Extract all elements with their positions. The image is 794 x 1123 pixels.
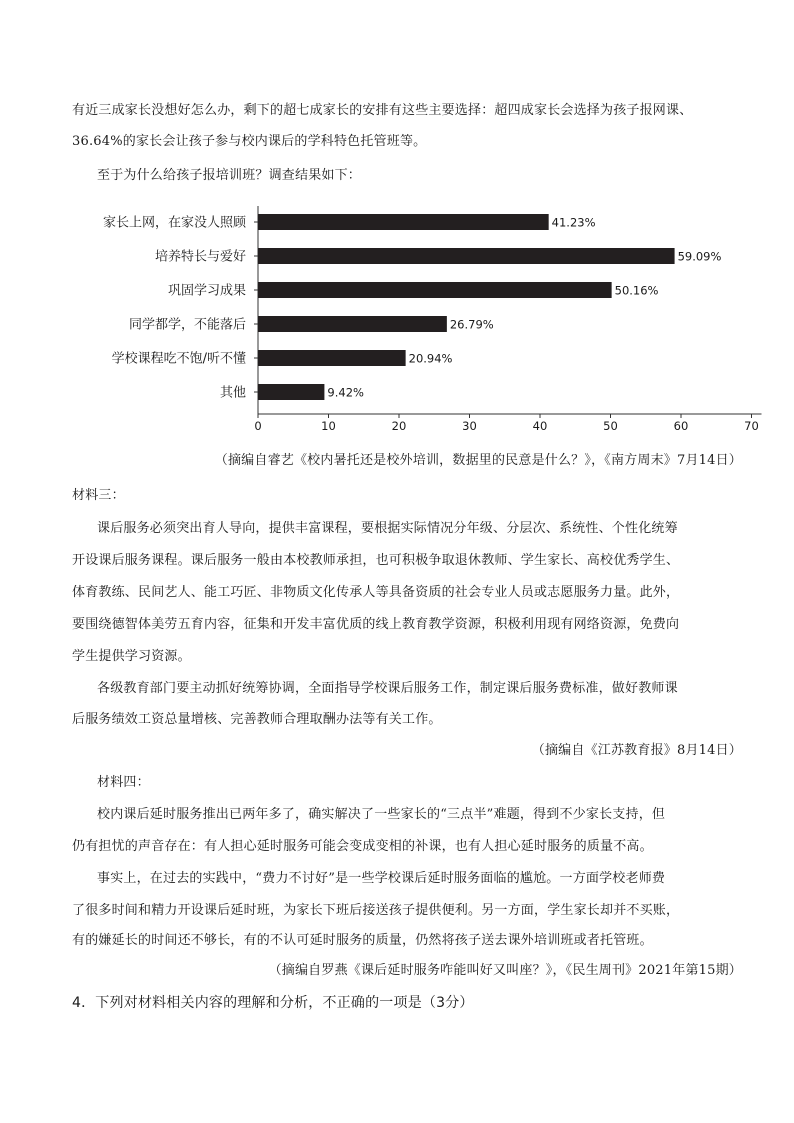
x-tick-label: 50: [603, 419, 618, 433]
data-label: 20.94%: [408, 351, 453, 366]
paragraph-line: 课后服务必须突出育人导向，提供丰富课程，要根据实际情况分年级、分层次、系统性、个性化统筹: [97, 521, 678, 536]
x-tick-label: 0: [254, 419, 262, 433]
paragraph-line: 开设课后服务课程。课后服务一般由本校教师承担，也可积极争取退休教师、学生家长、高校优秀学生、: [72, 553, 680, 568]
x-tick-label: 10: [321, 419, 336, 433]
data-label: 26.79%: [449, 317, 494, 332]
category-label: 家长上网，在家没人照顾: [102, 215, 246, 231]
category-label: 培养特长与爱好: [154, 249, 246, 265]
bar: [258, 282, 612, 298]
x-tick-label: 40: [532, 419, 548, 433]
paragraph-line: 有近三成家长没想好怎么办，剩下的超七成家长的安排有这些主要选择：超四成家长会选择为孩子报网课、: [72, 103, 693, 118]
x-tick-label: 20: [391, 419, 407, 433]
paragraph-line: 要围绕德智体美劳五育内容，征集和开发丰富优质的线上教育教学资源，积极利用现有网络资源，免费向: [72, 617, 680, 632]
paragraph-line: 后服务绩效工资总量增核、完善教师合理取酬办法等有关工作。: [72, 712, 442, 727]
paragraph-line: 各级教育部门要主动抓好统筹协调，全面指导学校课后服务工作，制定课后服务费标准，做好教师课: [97, 681, 678, 696]
source-citation: （摘编自睿艺《校内暑托还是校外培训，数据里的民意是什么？》，《南方周末》7月14日）: [214, 453, 742, 468]
x-tick-label: 70: [744, 419, 759, 433]
paragraph-line: 至于为什么给孩子报培训班？调查结果如下：: [97, 168, 362, 183]
data-label: 41.23%: [551, 215, 596, 230]
paragraph-line: 有的嫌延长的时间还不够长，有的不认可延时服务的质量，仍然将孩子送去课外培训班或者托管班。: [72, 933, 653, 948]
paragraph-line: 事实上，在过去的实践中，“费力不讨好”是一些学校课后延时服务面临的尴尬。一方面学校老师费: [97, 871, 666, 886]
source-citation: （摘编自《江苏教育报》8月14日）: [531, 743, 742, 758]
bar-chart: [60, 200, 780, 440]
bar: [258, 316, 447, 332]
category-label: 其他: [219, 385, 246, 401]
data-label: 59.09%: [677, 249, 722, 264]
section-title: 材料三：: [72, 488, 125, 503]
category-label: 学校课程吃不饱/听不懂: [111, 351, 246, 367]
paragraph-line: 学生提供学习资源。: [72, 649, 191, 664]
category-label: 巩固学习成果: [167, 283, 246, 299]
bar: [258, 248, 675, 264]
data-label: 50.16%: [614, 283, 659, 298]
x-tick-label: 60: [673, 419, 689, 433]
bar: [258, 214, 549, 230]
paragraph-line: 体育教练、民间艺人、能工巧匠、非物质文化传承人等具备资质的社会专业人员或志愿服务力量。此外，: [72, 585, 680, 600]
source-citation: （摘编自罗燕《课后延时服务咋能叫好又叫座？》，《民生周刊》2021年第15期）: [268, 963, 742, 978]
section-title: 材料四：: [97, 775, 150, 790]
x-tick-label: 30: [462, 419, 477, 433]
paragraph-line: 校内课后延时服务推出已两年多了，确实解决了一些家长的“三点半”难题，得到不少家长支持，但: [97, 807, 666, 822]
bar: [258, 384, 324, 400]
question-4: 4．下列对材料相关内容的理解和分析，不正确的一项是（3分）: [72, 995, 474, 1011]
category-label: 同学都学，不能落后: [128, 317, 246, 333]
data-label: 9.42%: [327, 385, 364, 400]
paragraph-line: 36.64%的家长会让孩子参与校内课后的学科特色托管班等。: [72, 134, 427, 149]
bar: [258, 350, 406, 366]
paragraph-line: 仍有担忧的声音存在：有人担心延时服务可能会变成变相的补课，也有人担心延时服务的质量不高。: [72, 839, 653, 854]
paragraph-line: 了很多时间和精力开设课后延时班，为家长下班后接送孩子提供便利。另一方面，学生家长却并不买账，: [72, 903, 680, 918]
